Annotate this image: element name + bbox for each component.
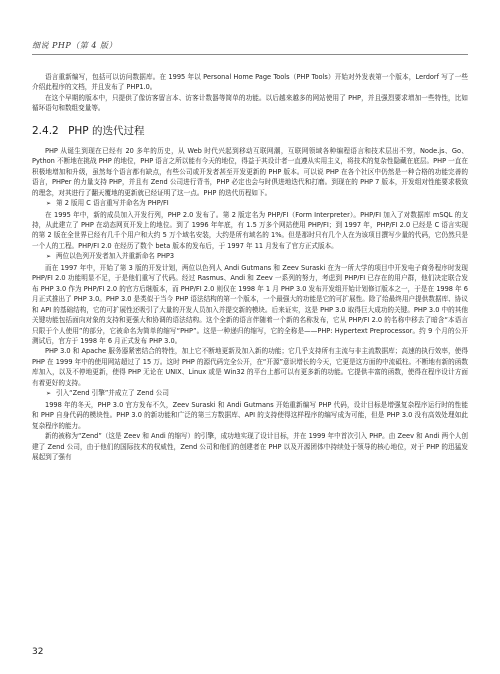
section-content [32,146,468,463]
body-paragraph: 新的被称为“Zend”（这是 Zeev 和 Andi 的缩写）的引擎，成功地实现了设计目标，并在 1999 年中首次引入 PHP。由 Zeev 和 Andi 两个人创建了 Zend 公司，由于他们的国际技术的权威性，Zend 公司和他们的创建者在 PHP 以及开源团体中持续处于领导的核心地位，对于 PHP 的迅猛发展起到了强有 [32,432,468,461]
page-body [32,72,468,462]
section-number: 2.4.2 [32,124,59,137]
bullet-item [32,388,468,399]
body-paragraph: 而在 1997 年中，开始了第 3 版的开发计划，两位以色列人 Andi Gutmans 和 Zeev Suraski 在为一所大学的项目中开发电子商务程序时发现 PHP/FI 2.0 功能明显不足，于是他们重写了代码。经过 Rasmus、Andi 和 Zeev 一系列的努力，考虑到 PHP/FI 已存在的用户群，他们决定联合发布 PHP 3.0 作为 PHP/FI 2.0 的官方后继版本，而 PHP/FI 2.0 则仅在 1998 年 1 月 PHP 3.0 发布开发组开始计划修订版本之一，于是在 1998 年 6 月正式推出了 PHP 3.0。PHP 3.0 是类似于当今 PHP 语法结构的第一个版本，一个最强大的功能是它的可扩展性。除了给最终用户提供数据库、协议和 API 的基础结构，它的可扩展性还吸引了大量的开发人员加入并提交新的模块。后来证实，这是 PHP 3.0 取得巨大成功的关键。PHP 3.0 中的其他关键功能包括面向对象的支持和更强大和协调的语法结构。这个全新的语言伴随着一个新的名称发布，它从 PHP/FI 2.0 的名称中移去了暗含“本语言只限于个人使用”的部分，它被命名为简单的缩写“PHP”。这是一种递归的缩写，它的全称是——PHP: Hypertext Preprocessor。约 9 个月的公开测试后，官方于 1998 年 6 月正式发布 PHP 3.0。 [32,263,468,345]
arrow-bullet-icon: ➢ [46,200,52,208]
intro-paragraph-2: 在这个早期的版本中，只提供了像访客留言本、访客计数器等简单的功能。以后越来越多的网站使用了 PHP，并且强烈要求增加一些特性，比如循环语句和数组变量等。 [32,93,468,113]
section-title: PHP 的迭代过程 [68,124,145,137]
section-heading [32,123,468,139]
bullet-text: 第 2 版用 C 语言重写并命名为 PHP/FI [56,199,169,208]
running-header: 细说 PHP（第 4 版） [32,41,117,50]
body-paragraph: 在 1995 年中，新的成员加入开发行列，PHP 2.0 发布了。第 2 版定名为 PHP/FI（Form Interpreter）。PHP/FI 加入了对数据库 mSQL 的支持，从此建立了 PHP 在动态网页开发上的地位。到了 1996 年年底，有 1.5 万多个网站使用 PHP/FI；到 1997 年，PHP/FI 2.0 已经是 C 语言实现的第 2 版在全世界已经有几千个用户和大约 5 万个域名安装，大约是所有域名的 1%。但是那时只有几个人在为该项目撰写少量的代码，它仍然只是一个人的工程。PHP/FI 2.0 在经历了数个 beta 版本的发布后，于 1997 年 11 月发布了官方正式版本。 [32,210,468,250]
bullet-text: 两位以色列开发者加入并重新命名 PHP3 [56,252,175,261]
intro-paragraph-1: 语言重新编写，包括可以访问数据库。在 1995 年以 Personal Home Page Tools（PHP Tools）开始对外发表第一个版本，Lerdorf 写了一些介绍此程序的文档，并且发布了 PHP1.0。 [32,73,468,92]
bullet-item [32,251,468,262]
body-paragraph: 1998 年的冬天，PHP 3.0 官方发布不久，Zeev Suraski 和 Andi Gutmans 开始重新编写 PHP 代码，设计目标是增强复杂程序运行时的性能和 PHP 自身代码的模块性。PHP 3.0 的新功能和广泛的第三方数据库、API 的支持使得这样程序的编写成为可能，但是 PHP 3.0 没有高效处理如此复杂程序的能力。 [32,400,468,430]
bullet-text: 引入“Zend 引擎”并成立了 Zend 公司 [56,389,169,398]
header-rule [32,54,468,55]
body-paragraph: PHP 从诞生到现在已经有 20 多年的历史，从 Web 时代兴起到移动互联网潮，互联网领域各种编程语言和技术层出不穷，Node.js、Go、Python 不断地在挑战 PHP 的地位，PHP 语言之所以能有今天的地位，得益于其设计者一直遵从实用主义，将技术的复杂性隐藏在底层。PHP 一直在积极地增加和升级，虽然每个语言都有缺点，有些公司或开发者甚至开发更新的 PHP 版本。可以说 PHP 在各个社区中仍然是一种合格的功能完善的语言，PHPer 的力量支持 PHP，并且有 Zend 公司进行背书，PHP 必定也会与时俱进地迭代和打磨。到现在的 PHP 7 版本，开发组对性能要求极致的理念，对其进行了翻天覆地的更新就已经证明了这一点。PHP 的迭代历程如下。 [32,146,468,197]
bullet-item [32,198,468,209]
page-number: 32 [32,647,44,657]
arrow-bullet-icon: ➢ [46,253,52,261]
body-paragraph: PHP 3.0 和 Apache 服务器紧密结合的特性，加上它不断地更新及加入新的功能；它几乎支持所有主流与非主流数据库；高速的执行效率，使得 PHP 在 1999 年中的使用网站超过了 15 万。这时 PHP 的源代码完全公开，在“开源”意识增长的今天，它更是这方面的中流砥柱。不断地有新的函数库加入，以及不停地更新，使得 PHP 无论在 UNIX、Linux 或是 Win32 的平台上都可以有更多新的功能。它提供丰富的函数，使得在程序设计方面有着更好的支持。 [32,347,468,387]
arrow-bullet-icon: ➢ [46,390,52,398]
